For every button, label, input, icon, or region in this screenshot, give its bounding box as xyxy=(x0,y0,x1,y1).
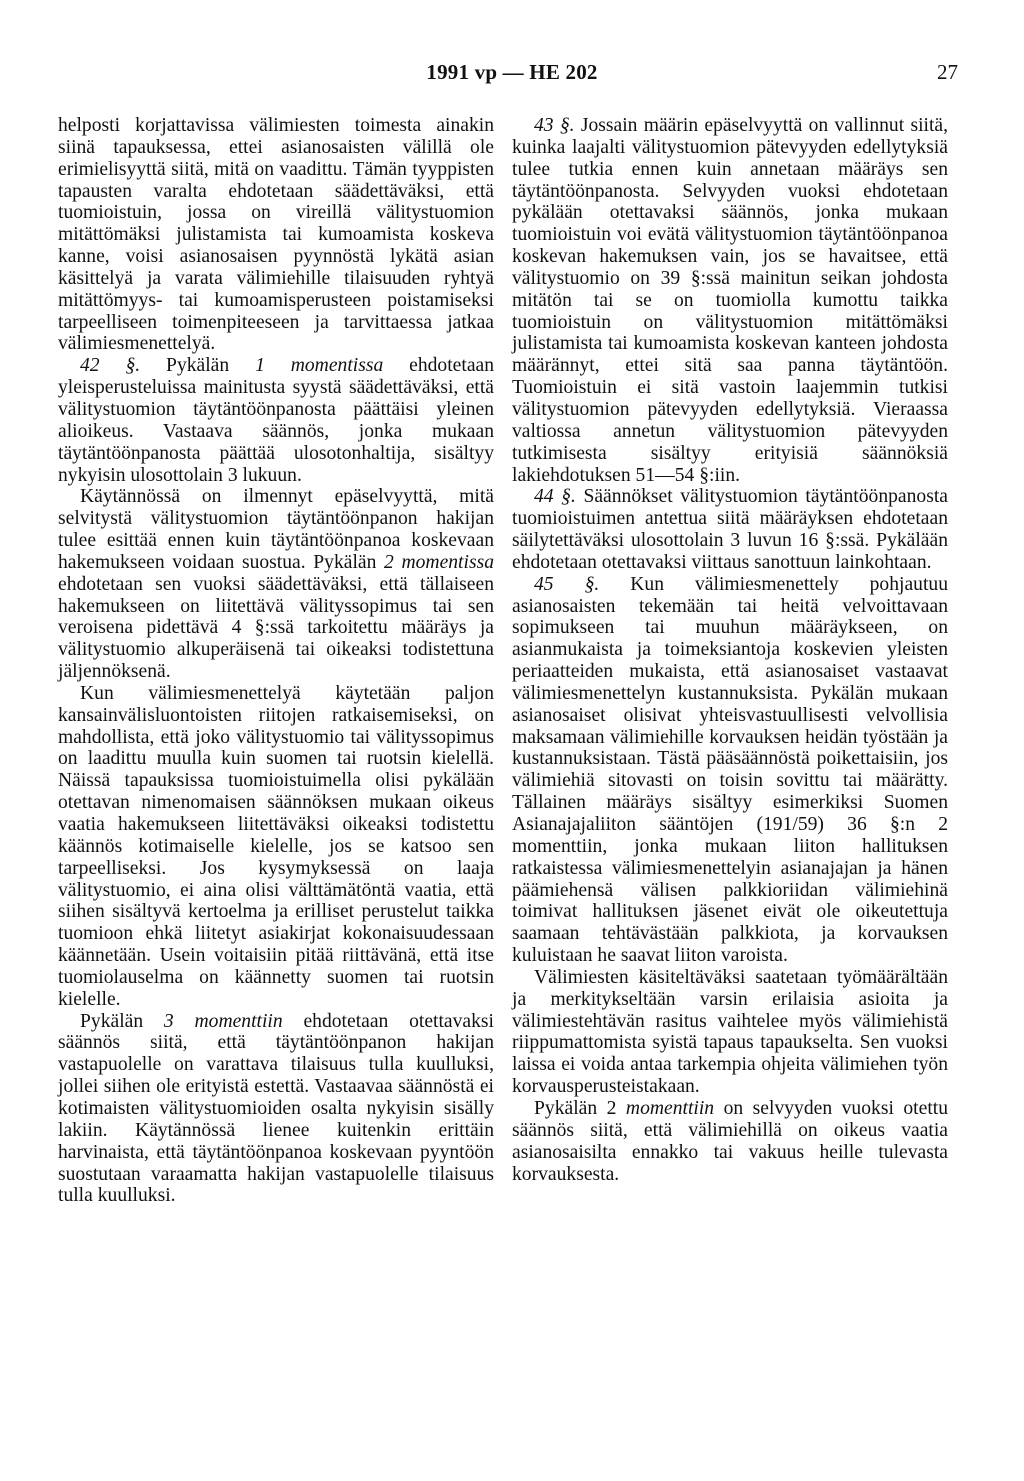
paragraph-section-42 xyxy=(58,355,494,486)
paragraph-text: Käytännössä on ilmennyt epäselvyyttä, mitä selvitystä välitystuomion täytäntöönpanon hakijan tulee esittää ennen kuin täytäntöönpanoa koskevaan hakemukseen voidaan suostua. Pykälän xyxy=(58,486,494,573)
paragraph-text: ehdotetaan yleisperusteluissa mainitusta syystä säädettäväksi, että välitystuomion täytäntöönpanosta päättäisi yleinen alioikeus. Vastaava säännös, jonka mukaan täytäntöönpanosta päättää ulosotonhaltija, sisältyy nykyisin ulosottolain 3 lukuun. xyxy=(58,355,495,486)
paragraph-text: Pykälän xyxy=(80,1010,164,1032)
paragraph: Kun välimiesmenettelyä käytetään paljon kansainvälisluontoisten riitojen ratkaisemiseksi, on mahdollista, että joko välitystuomio tai välityssopimus on laadittu muulla kuin suomen tai ruotsin kielellä. Näissä tapauksissa tuomioistuimella olisi pykälään otettavan nimenomaisen säännöksen mukaan oikeus vaatia hakemukseen liitettäväksi oikeaksi todistettu käännös kotimaiselle kielelle, jos se katsoo sen tarpeelliseksi. Jos kysymyksessä on laaja välitystuomio, ei aina olisi välttämätöntä vaatia, että siihen sisältyvä kertoelma ja erilliset perustelut taikka tuomioon ehkä liitetyt asiakirjat kokonaisuudessaan käännetään. Usein voitaisiin pitää riittävänä, että itse tuomiolauselma on käännetty suomen tai ruotsin kielelle. xyxy=(58,682,494,1010)
paragraph xyxy=(58,1011,494,1208)
section-number: 45 §. xyxy=(534,573,600,595)
paragraph-text: Pykälän 2 xyxy=(534,1097,626,1119)
left-column xyxy=(58,115,494,1207)
paragraph-section-44 xyxy=(512,486,948,573)
paragraph-text: ehdotetaan otettavaksi säännös siitä, että täytäntöönpanon hakijan vastapuolelle on varattava tilaisuus tulla kuulluksi, jollei siihen ole erityistä estettä. Vastaavaa säännöstä ei kotimaisten välitystuomioiden osalta nykyisin sisälly lakiin. Käytännössä lienee kuitenkin erittäin harvinaista, että täytäntöönpanoa koskevaan pyyntöön suostutaan varaamatta hakijan vastapuolelle tilaisuus tulla kuulluksi. xyxy=(58,1010,494,1207)
emphasis-text: momenttiin xyxy=(625,1097,715,1119)
paragraph-text: ehdotetaan sen vuoksi säädettäväksi, että tällaiseen hakemukseen on liitettävä välityssopimus tai sen veroisena pidettävä 4 §:ssä tarkoitettu määräys ja välitystuomio alkuperäisenä tai oikeaksi todistettuna jäljennöksenä. xyxy=(58,573,494,683)
emphasis-text: 1 momentissa xyxy=(255,355,384,377)
section-number: 42 §. xyxy=(80,355,141,377)
paragraph-text: Jossain määrin epäselvyyttä on vallinnut siitä, kuinka laajalti välitystuomion pätevyyden edellytyksiä tulee tutkia ennen kuin annetaan määräys sen täytäntöönpanosta. Selvyyden vuoksi ehdotetaan pykälään otettavaksi säännös, jonka mukaan tuomioistuin voi evätä välitystuomion täytäntöönpanoa koskevan hakemuksen vain, jos se havaitsee, että välitystuomio on 39 §:ssä mainitun seikan johdosta mitätön tai se on tuomiolla kumottu taikka tuomioistuin on välitystuomion mitättömäksi julistamista tai kumoamista koskevan kanteen johdosta määrännyt, ettei sitä saa panna täytäntöön. Tuomioistuin ei sitä vastoin laajemmin tutkisi välitystuomion pätevyyden edellytyksiä. Vieraassa valtiossa annetun välitystuomion pätevyyden tutkimisesta sisältyy erityisiä säännöksiä lakiehdotuksen 51—54 §:iin. xyxy=(512,115,949,486)
page-number: 27 xyxy=(937,60,958,84)
page-header xyxy=(0,60,1024,90)
emphasis-text: 2 momentissa xyxy=(384,551,494,573)
paragraph-text: Pykälän xyxy=(140,355,256,377)
paragraph xyxy=(58,486,494,683)
paragraph-text: Säännökset välitystuomion täytäntöönpanosta tuomioistuimen antettua siitä määräyksen ehdotetaan säilytettäväksi ulosottolain 3 luvun 16 §:ssä. Pykälään ehdotetaan otettavaksi viittaus sanottuun lainkohtaan. xyxy=(512,486,948,573)
paragraph: Välimiesten käsiteltäväksi saatetaan työmäärältään ja merkitykseltään varsin erilaisia asioita ja välimiestehtävän rasitus vaihtelee myös välimiehistä riippumattomista syistä tapaus tapaukselta. Sen vuoksi laissa ei voida antaa tarkempia ohjeita välimiehen työn korvausperusteistakaan. xyxy=(512,966,948,1098)
paragraph xyxy=(512,1098,948,1185)
right-column xyxy=(512,115,948,1185)
header-title: 1991 vp — HE 202 xyxy=(426,60,598,84)
emphasis-text: 3 momenttiin xyxy=(163,1010,283,1032)
paragraph-text: Kun välimiesmenettely pohjautuu asianosaisten tekemään tai heitä velvoittavaan sopimukseen tai muuhun määräykseen, on asianmukaista ja toimeksiantoja koskevien yleisten periaatteiden mukaista, että asianosaiset vastaavat välimiesmenettelyn kustannuksista. Pykälän mukaan asianosaiset olisivat yhteisvastuullisesti velvollisia maksamaan välimiehille korvauksen heidän työstään ja kustannuksistaan. Tästä pääsäännöstä poikettaisiin, jos välimiehiä sitovasti on toisin sovittu tai määrätty. Tällainen määräys sisältyy esimerkiksi Suomen Asianajajaliiton sääntöjen (191/59) 36 §:n 2 momenttiin, jonka mukaan liiton hallituksen ratkaistessa välimiesmenettelyin asianajajan ja hänen päämiehensä välisen palkkioriidan välimiehinä toimivat hallituksen jäsenet eivät ole oikeutettuja saamaan tehtävästään palkkiota, ja korvauksen kuluistaan he saavat liiton varoista. xyxy=(512,573,948,967)
paragraph-section-45 xyxy=(512,574,948,967)
section-number: 44 §. xyxy=(534,486,576,508)
section-number: 43 §. xyxy=(534,115,575,136)
paragraph-text: on selvyyden vuoksi otettu säännös siitä, että välimiehillä on oikeus vaatia asianosaisilta ennakko tai vakuus heille tulevasta korvauksesta. xyxy=(512,1097,949,1185)
paragraph: helposti korjattavissa välimiesten toimesta ainakin siinä tapauksessa, ettei asianosaisten välillä ole erimielisyyttä siitä, mitä on vaadittu. Tämän tyyppisten tapausten varalta ehdotetaan säädettäväksi, että tuomioistuin, jossa on vireillä välitystuomion mitättömäksi julistamista tai kumoamista koskeva kanne, voisi asianosaisen pyynnöstä lykätä asian käsittelyä ja varata välimiehille tilaisuuden ryhtyä mitättömyys- tai kumoamisperusteen poistamiseksi tarpeelliseen toimenpiteeseen ja tarvittaessa jatkaa välimiesmenettelyä. xyxy=(58,115,494,355)
paragraph-section-43 xyxy=(512,115,948,486)
